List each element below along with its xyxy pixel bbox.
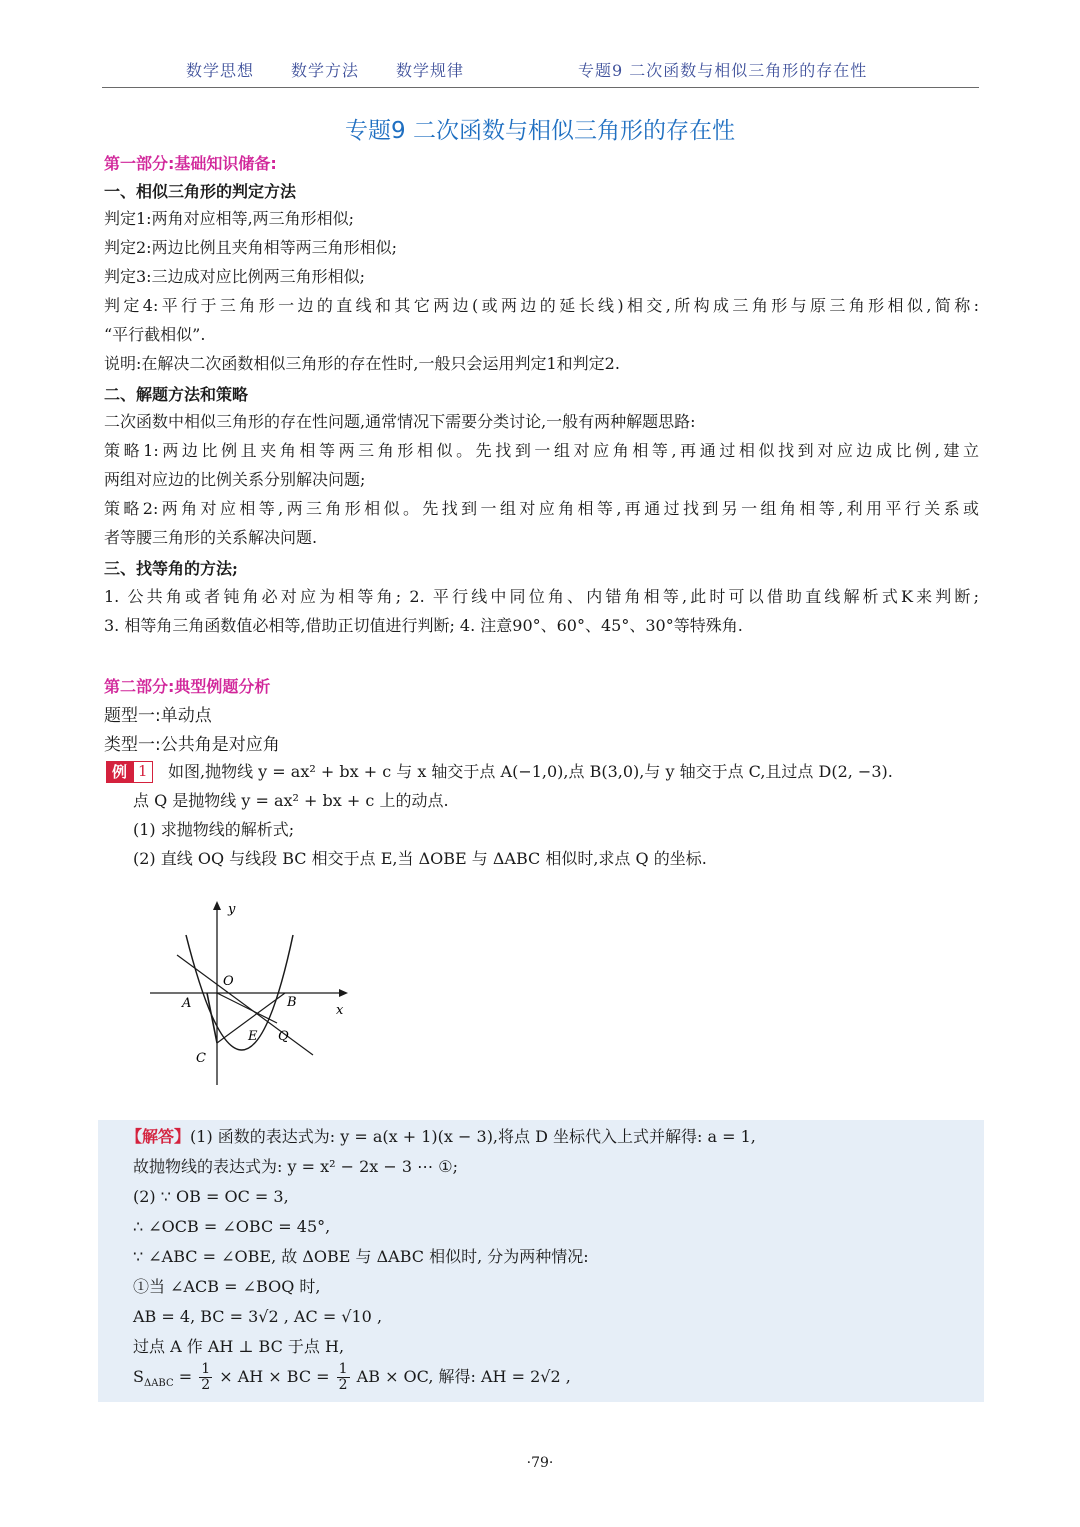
fraction-1-denominator: 2 [201, 1377, 211, 1393]
example-badge-label: 例 [106, 761, 133, 783]
label-a: A [182, 996, 192, 1011]
section3-heading: 三、找等角的方法; [104, 559, 238, 578]
label-b: B [287, 995, 297, 1010]
example-line-2: 点 Q 是抛物线 y = ax² + bx + c 上的动点. [133, 791, 449, 810]
answer-line-5: ∵ ∠ABC = ∠OBE, 故 ΔOBE 与 ΔABC 相似时, 分为两种情况: [133, 1247, 589, 1266]
answer-tag: 【解答】 [126, 1127, 191, 1146]
problem-type-2: 类型一:公共角是对应角 [104, 735, 280, 755]
strategy-1: 策略1:两边比例且夹角相等两三角形相似。先找到一组对应角相等,再通过相似找到对应边成比例,建立 [104, 441, 979, 460]
rules-block [104, 204, 979, 378]
fraction-2-denominator: 2 [338, 1377, 348, 1393]
example-badge [106, 761, 153, 783]
equals-sign: = [173, 1367, 198, 1386]
answer-line-2: 故抛物线的表达式为: y = x² − 2x − 3 ⋯ ①; [133, 1157, 458, 1176]
answer-line-8: 过点 A 作 AH ⊥ BC 于点 H, [133, 1337, 345, 1356]
header-left-3: 数学规律 [396, 61, 465, 80]
label-y: y [228, 902, 236, 917]
fraction-2-numerator: 1 [338, 1361, 348, 1377]
area-subscript: ΔABC [143, 1378, 174, 1390]
rule-3: 判定3:三边成对应比例两三角形相似; [104, 267, 365, 286]
part1-heading: 第一部分:基础知识储备: [104, 154, 277, 173]
answer-line-9-end: AB × OC, 解得: AH = 2√2 , [351, 1367, 571, 1386]
segment-ac [207, 993, 217, 1043]
area-symbol: S [133, 1367, 144, 1386]
rule-2: 判定2:两边比例且夹角相等两三角形相似; [104, 238, 397, 257]
segment-oq [217, 993, 277, 1023]
header-left-2: 数学方法 [291, 61, 360, 80]
rule-4: 判定4:平行于三角形一边的直线和其它两边(或两边的延长线)相交,所构成三角形与原三角形相似,简称: [104, 296, 979, 315]
rule-4-cont: “平行截相似”. [104, 325, 206, 344]
parabola-figure [140, 895, 370, 1095]
page-title: 专题9 二次函数与相似三角形的存在性 [345, 118, 735, 144]
section1-heading: 一、相似三角形的判定方法 [104, 182, 297, 201]
header-left-1: 数学思想 [186, 61, 255, 80]
methods-block [104, 582, 979, 640]
label-e: E [248, 1029, 258, 1044]
method-line-2: 3. 相等角三角函数值必相等,借助正切值进行判断; 4. 注意90°、60°、45°、30°等特殊角. [104, 616, 743, 635]
answer-line-9 [133, 1362, 571, 1399]
strategy-block [104, 407, 979, 552]
strategy-1-cont: 两组对应边的比例关系分别解决问题; [104, 470, 366, 489]
answer-line-1 [126, 1122, 756, 1152]
section2-heading: 二、解题方法和策略 [104, 385, 249, 404]
rule-note: 说明:在解决二次函数相似三角形的存在性时,一般只会运用判定1和判定2. [104, 354, 620, 373]
answer-line-4: ∴ ∠OCB = ∠OBC = 45°, [133, 1217, 331, 1236]
label-c: C [196, 1051, 206, 1066]
label-q: Q [278, 1029, 289, 1044]
label-x: x [336, 1003, 344, 1018]
answer-line-3: (2) ∵ OB = OC = 3, [133, 1187, 289, 1206]
answer-line-9-mid: × AH × BC = [214, 1367, 335, 1386]
fraction-1-numerator: 1 [201, 1361, 211, 1377]
answer-line-1-text: (1) 函数的表达式为: y = a(x + 1)(x − 3),将点 D 坐标代入上式并解得: a = 1, [190, 1127, 756, 1146]
example-badge-number: 1 [133, 761, 153, 783]
fraction-half-2 [337, 1362, 350, 1393]
page-number: ·79· [526, 1455, 554, 1471]
example-line-1: 如图,抛物线 y = ax² + bx + c 与 x 轴交于点 A(−1,0),点 B(3,0),与 y 轴交于点 C,且过点 D(2, −3). [168, 762, 893, 781]
header-right: 专题9 二次函数与相似三角形的存在性 [578, 61, 868, 80]
fraction-half-1 [199, 1362, 212, 1393]
rule-1: 判定1:两角对应相等,两三角形相似; [104, 209, 355, 228]
x-axis-arrow [339, 989, 348, 997]
answer-line-7: AB = 4, BC = 3√2 , AC = √10 , [133, 1307, 383, 1326]
strategy-2-cont: 者等腰三角形的关系解决问题. [104, 528, 318, 547]
strategy-2: 策略2:两角对应相等,两三角形相似。先找到一组对应角相等,再通过找到另一组角相等,利用平行关系或 [104, 499, 979, 518]
part2-heading: 第二部分:典型例题分析 [104, 677, 271, 696]
example-line-4: (2) 直线 OQ 与线段 BC 相交于点 E,当 ΔOBE 与 ΔABC 相似时,求点 Q 的坐标. [133, 849, 707, 868]
example-line-3: (1) 求抛物线的解析式; [133, 820, 295, 839]
strategy-intro: 二次函数中相似三角形的存在性问题,通常情况下需要分类讨论,一般有两种解题思路: [104, 412, 696, 431]
label-o: O [223, 974, 234, 989]
header-divider [102, 87, 979, 88]
answer-line-6: ①当 ∠ACB = ∠BOQ 时, [133, 1277, 321, 1296]
method-line-1: 1. 公共角或者钝角必对应为相等角; 2. 平行线中同位角、内错角相等,此时可以借助直线解析式K来判断; [104, 587, 979, 606]
y-axis-arrow [213, 901, 221, 910]
problem-type-1: 题型一:单动点 [104, 706, 212, 726]
